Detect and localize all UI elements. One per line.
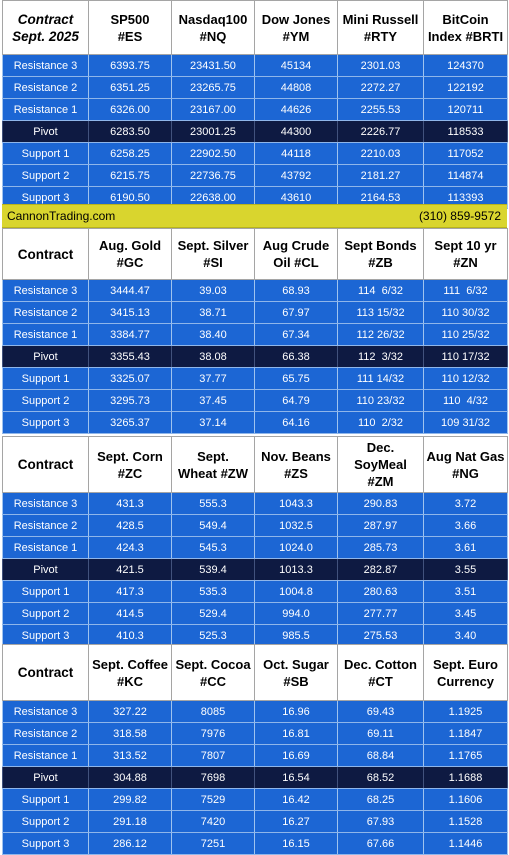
level-label: Support 3 bbox=[3, 412, 89, 434]
level-label: Support 1 bbox=[3, 368, 89, 390]
level-value: 16.15 bbox=[255, 833, 338, 855]
level-value: 69.11 bbox=[338, 723, 424, 745]
column-header-symbol: #YM bbox=[282, 28, 310, 44]
column-header-name: Sept Bonds bbox=[344, 238, 417, 253]
level-value: 7698 bbox=[172, 767, 255, 789]
level-value: 1013.3 bbox=[255, 559, 338, 581]
level-value: 414.5 bbox=[89, 603, 172, 625]
column-header bbox=[172, 229, 255, 280]
site-banner bbox=[2, 204, 507, 228]
column-header bbox=[89, 645, 172, 701]
column-header bbox=[255, 1, 338, 55]
level-label: Resistance 1 bbox=[3, 745, 89, 767]
level-value: 110 4/32 bbox=[424, 390, 508, 412]
level-label: Support 2 bbox=[3, 390, 89, 412]
level-value: 529.4 bbox=[172, 603, 255, 625]
level-value: 44626 bbox=[255, 99, 338, 121]
column-header-symbol: #CT bbox=[368, 673, 393, 689]
level-value: 7807 bbox=[172, 745, 255, 767]
level-value: 69.43 bbox=[338, 701, 424, 723]
column-header bbox=[172, 1, 255, 55]
level-value: 3295.73 bbox=[89, 390, 172, 412]
level-value: 111 6/32 bbox=[424, 280, 508, 302]
level-value: 44300 bbox=[255, 121, 338, 143]
contract-header-line1: Contract bbox=[17, 246, 74, 262]
level-value: 555.3 bbox=[172, 493, 255, 515]
column-header bbox=[338, 437, 424, 493]
level-label: Pivot bbox=[3, 767, 89, 789]
level-value: 6283.50 bbox=[89, 121, 172, 143]
contract-table-1 bbox=[0, 0, 508, 209]
level-label: Resistance 3 bbox=[3, 55, 89, 77]
column-header bbox=[172, 437, 255, 493]
level-label: Support 2 bbox=[3, 165, 89, 187]
level-value: 64.16 bbox=[255, 412, 338, 434]
level-value: 1004.8 bbox=[255, 581, 338, 603]
level-label: Resistance 1 bbox=[3, 99, 89, 121]
level-value: 2272.27 bbox=[338, 77, 424, 99]
level-label: Resistance 2 bbox=[3, 515, 89, 537]
column-header bbox=[338, 229, 424, 280]
level-value: 110 12/32 bbox=[424, 368, 508, 390]
level-value: 1.1925 bbox=[424, 701, 508, 723]
column-header-name: Sept. Coffee bbox=[92, 656, 168, 672]
level-value: 117052 bbox=[424, 143, 508, 165]
level-value: 113393 bbox=[424, 187, 508, 209]
level-value: 2210.03 bbox=[338, 143, 424, 165]
level-value: 7529 bbox=[172, 789, 255, 811]
level-value: 6351.25 bbox=[89, 77, 172, 99]
level-value: 304.88 bbox=[89, 767, 172, 789]
level-label: Support 2 bbox=[3, 603, 89, 625]
column-header-symbol: #KC bbox=[116, 673, 143, 689]
level-value: 431.3 bbox=[89, 493, 172, 515]
level-value: 1.1688 bbox=[424, 767, 508, 789]
level-value: 1.1765 bbox=[424, 745, 508, 767]
level-label: Support 3 bbox=[3, 833, 89, 855]
level-value: 2181.27 bbox=[338, 165, 424, 187]
level-value: 7420 bbox=[172, 811, 255, 833]
level-row bbox=[3, 99, 508, 121]
level-label: Support 1 bbox=[3, 143, 89, 165]
level-value: 66.38 bbox=[255, 346, 338, 368]
level-value: 2164.53 bbox=[338, 187, 424, 209]
column-header-symbol: #RTY bbox=[363, 28, 398, 44]
level-label: Pivot bbox=[3, 559, 89, 581]
level-row bbox=[3, 165, 508, 187]
column-header-name: BitCoin bbox=[442, 11, 489, 27]
level-value: 280.63 bbox=[338, 581, 424, 603]
level-label: Support 1 bbox=[3, 581, 89, 603]
level-value: 16.27 bbox=[255, 811, 338, 833]
level-value: 3.61 bbox=[424, 537, 508, 559]
level-value: 299.82 bbox=[89, 789, 172, 811]
level-value: 67.97 bbox=[255, 302, 338, 324]
level-value: 286.12 bbox=[89, 833, 172, 855]
level-value: 3.66 bbox=[424, 515, 508, 537]
level-value: 38.71 bbox=[172, 302, 255, 324]
level-row bbox=[3, 390, 508, 412]
column-header-name: Dec. bbox=[366, 440, 395, 455]
column-header-name: Mini Russell bbox=[342, 11, 419, 27]
level-row bbox=[3, 603, 508, 625]
column-header bbox=[172, 645, 255, 701]
column-header-symbol: Wheat #ZW bbox=[177, 465, 249, 481]
level-value: 275.53 bbox=[338, 625, 424, 647]
level-value: 16.69 bbox=[255, 745, 338, 767]
level-value: 285.73 bbox=[338, 537, 424, 559]
level-value: 114874 bbox=[424, 165, 508, 187]
level-row bbox=[3, 143, 508, 165]
level-value: 410.3 bbox=[89, 625, 172, 647]
column-header-symbol: Index #BRTI bbox=[427, 28, 504, 44]
level-label: Support 3 bbox=[3, 625, 89, 647]
level-value: 1.1606 bbox=[424, 789, 508, 811]
level-value: 67.66 bbox=[338, 833, 424, 855]
level-label: Pivot bbox=[3, 121, 89, 143]
column-header-symbol: #GC bbox=[116, 255, 144, 270]
level-value: 43792 bbox=[255, 165, 338, 187]
level-value: 23167.00 bbox=[172, 99, 255, 121]
column-header-name: Sept. Corn bbox=[97, 448, 163, 464]
contract-header-line1: Contract bbox=[17, 457, 74, 472]
column-header-name: Sept. Cocoa bbox=[175, 656, 251, 672]
level-value: 23001.25 bbox=[172, 121, 255, 143]
level-value: 2301.03 bbox=[338, 55, 424, 77]
level-value: 23265.75 bbox=[172, 77, 255, 99]
level-value: 16.42 bbox=[255, 789, 338, 811]
level-value: 1.1528 bbox=[424, 811, 508, 833]
level-value: 2226.77 bbox=[338, 121, 424, 143]
level-value: 113 15/32 bbox=[338, 302, 424, 324]
level-row bbox=[3, 581, 508, 603]
level-value: 3265.37 bbox=[89, 412, 172, 434]
level-value: 38.08 bbox=[172, 346, 255, 368]
level-value: 122192 bbox=[424, 77, 508, 99]
level-label: Pivot bbox=[3, 346, 89, 368]
level-row bbox=[3, 121, 508, 143]
column-header-symbol: Oil #CL bbox=[273, 255, 319, 270]
contract-header bbox=[3, 1, 89, 55]
level-value: 424.3 bbox=[89, 537, 172, 559]
level-value: 45134 bbox=[255, 55, 338, 77]
level-row bbox=[3, 346, 508, 368]
level-value: 6393.75 bbox=[89, 55, 172, 77]
level-value: 6190.50 bbox=[89, 187, 172, 209]
column-header bbox=[424, 645, 508, 701]
level-value: 16.81 bbox=[255, 723, 338, 745]
level-label: Resistance 2 bbox=[3, 302, 89, 324]
level-value: 44808 bbox=[255, 77, 338, 99]
column-header-name: Aug Nat Gas bbox=[426, 448, 505, 464]
level-row bbox=[3, 745, 508, 767]
contract-header bbox=[3, 229, 89, 280]
level-label: Support 2 bbox=[3, 811, 89, 833]
level-value: 421.5 bbox=[89, 559, 172, 581]
level-value: 114 6/32 bbox=[338, 280, 424, 302]
level-value: 313.52 bbox=[89, 745, 172, 767]
level-value: 110 17/32 bbox=[424, 346, 508, 368]
level-value: 3.45 bbox=[424, 603, 508, 625]
column-header-symbol: #ZC bbox=[117, 465, 143, 481]
contract-header-line1: Contract bbox=[17, 665, 74, 680]
level-value: 3.55 bbox=[424, 559, 508, 581]
level-value: 3444.47 bbox=[89, 280, 172, 302]
column-header bbox=[255, 229, 338, 280]
column-header bbox=[338, 645, 424, 701]
level-value: 67.93 bbox=[338, 811, 424, 833]
contract-header bbox=[3, 645, 89, 701]
level-label: Resistance 1 bbox=[3, 324, 89, 346]
column-header-symbol: #NG bbox=[452, 465, 479, 481]
level-label: Resistance 1 bbox=[3, 537, 89, 559]
level-value: 68.25 bbox=[338, 789, 424, 811]
column-header-symbol-2: #ZM bbox=[367, 474, 394, 489]
level-value: 37.45 bbox=[172, 390, 255, 412]
site-name: CannonTrading.com bbox=[7, 209, 116, 223]
header-row bbox=[3, 437, 508, 493]
column-header-name: Nasdaq100 bbox=[178, 11, 248, 27]
column-header bbox=[255, 437, 338, 493]
level-label: Resistance 3 bbox=[3, 701, 89, 723]
level-value: 22638.00 bbox=[172, 187, 255, 209]
level-value: 3415.13 bbox=[89, 302, 172, 324]
contract-header-line2: Sept. 2025 bbox=[12, 28, 79, 44]
level-value: 22736.75 bbox=[172, 165, 255, 187]
level-label: Resistance 3 bbox=[3, 280, 89, 302]
level-value: 39.03 bbox=[172, 280, 255, 302]
column-header-symbol: #CC bbox=[199, 673, 226, 689]
level-row bbox=[3, 280, 508, 302]
level-value: 109 31/32 bbox=[424, 412, 508, 434]
level-row bbox=[3, 412, 508, 434]
column-header-name: Oct. Sugar bbox=[263, 656, 329, 672]
level-row bbox=[3, 55, 508, 77]
contract-table-3 bbox=[0, 436, 508, 647]
column-header-symbol: #SI bbox=[203, 255, 223, 270]
level-row bbox=[3, 811, 508, 833]
column-header-symbol: #ZB bbox=[368, 255, 393, 270]
level-value: 110 23/32 bbox=[338, 390, 424, 412]
level-value: 124370 bbox=[424, 55, 508, 77]
level-value: 68.52 bbox=[338, 767, 424, 789]
column-header-name: Sept. Euro bbox=[432, 656, 498, 672]
level-value: 287.97 bbox=[338, 515, 424, 537]
level-value: 549.4 bbox=[172, 515, 255, 537]
column-header bbox=[89, 229, 172, 280]
column-header bbox=[424, 437, 508, 493]
level-value: 277.77 bbox=[338, 603, 424, 625]
column-header-symbol: Currency bbox=[436, 673, 495, 689]
level-value: 37.14 bbox=[172, 412, 255, 434]
column-header-name: Aug. Gold bbox=[98, 238, 162, 253]
level-row bbox=[3, 767, 508, 789]
level-value: 68.93 bbox=[255, 280, 338, 302]
level-label: Resistance 2 bbox=[3, 723, 89, 745]
level-value: 6258.25 bbox=[89, 143, 172, 165]
pivot-table bbox=[2, 0, 508, 209]
level-value: 23431.50 bbox=[172, 55, 255, 77]
level-row bbox=[3, 324, 508, 346]
contract-table-4 bbox=[0, 644, 508, 855]
column-header bbox=[89, 1, 172, 55]
level-row bbox=[3, 701, 508, 723]
column-header-name: Dec. Cotton bbox=[344, 656, 417, 672]
level-label: Support 1 bbox=[3, 789, 89, 811]
column-header-name: SP500 bbox=[110, 11, 150, 27]
column-header-symbol: #ZN bbox=[453, 255, 478, 270]
level-label: Resistance 2 bbox=[3, 77, 89, 99]
level-value: 112 26/32 bbox=[338, 324, 424, 346]
level-row bbox=[3, 368, 508, 390]
level-label: Support 3 bbox=[3, 187, 89, 209]
level-value: 1.1847 bbox=[424, 723, 508, 745]
level-value: 2255.53 bbox=[338, 99, 424, 121]
column-header bbox=[424, 1, 508, 55]
level-value: 1043.3 bbox=[255, 493, 338, 515]
level-value: 111 14/32 bbox=[338, 368, 424, 390]
column-header-name: Sept 10 yr bbox=[434, 238, 497, 253]
level-value: 22902.50 bbox=[172, 143, 255, 165]
level-value: 282.87 bbox=[338, 559, 424, 581]
level-value: 417.3 bbox=[89, 581, 172, 603]
level-value: 120711 bbox=[424, 99, 508, 121]
header-row bbox=[3, 645, 508, 701]
header-row bbox=[3, 229, 508, 280]
pivot-table bbox=[2, 436, 508, 647]
column-header-name: Sept. Silver bbox=[177, 238, 249, 253]
column-header-symbol: #NQ bbox=[199, 28, 227, 44]
level-value: 118533 bbox=[424, 121, 508, 143]
phone-number: (310) 859-9572 bbox=[418, 209, 501, 223]
pivot-table bbox=[2, 644, 508, 855]
level-value: 428.5 bbox=[89, 515, 172, 537]
level-row bbox=[3, 515, 508, 537]
column-header bbox=[338, 1, 424, 55]
level-value: 1032.5 bbox=[255, 515, 338, 537]
level-value: 7976 bbox=[172, 723, 255, 745]
column-header-name: Dow Jones bbox=[261, 11, 331, 27]
level-value: 112 3/32 bbox=[338, 346, 424, 368]
column-header bbox=[424, 229, 508, 280]
level-value: 8085 bbox=[172, 701, 255, 723]
level-row bbox=[3, 559, 508, 581]
level-value: 545.3 bbox=[172, 537, 255, 559]
level-value: 16.54 bbox=[255, 767, 338, 789]
level-value: 43610 bbox=[255, 187, 338, 209]
column-header-name: Aug Crude bbox=[262, 238, 330, 253]
level-row bbox=[3, 789, 508, 811]
level-value: 985.5 bbox=[255, 625, 338, 647]
column-header-symbol: SoyMeal bbox=[354, 457, 407, 472]
level-row bbox=[3, 723, 508, 745]
level-value: 535.3 bbox=[172, 581, 255, 603]
level-value: 16.96 bbox=[255, 701, 338, 723]
level-value: 38.40 bbox=[172, 324, 255, 346]
contract-header bbox=[3, 437, 89, 493]
column-header-symbol: #ES bbox=[117, 28, 143, 44]
level-value: 525.3 bbox=[172, 625, 255, 647]
column-header bbox=[89, 437, 172, 493]
pivot-table bbox=[2, 228, 508, 434]
level-value: 110 2/32 bbox=[338, 412, 424, 434]
level-value: 64.79 bbox=[255, 390, 338, 412]
level-value: 3.72 bbox=[424, 493, 508, 515]
level-value: 110 30/32 bbox=[424, 302, 508, 324]
level-value: 994.0 bbox=[255, 603, 338, 625]
level-value: 110 25/32 bbox=[424, 324, 508, 346]
level-row bbox=[3, 493, 508, 515]
level-row bbox=[3, 537, 508, 559]
level-value: 290.83 bbox=[338, 493, 424, 515]
level-value: 3.51 bbox=[424, 581, 508, 603]
level-value: 318.58 bbox=[89, 723, 172, 745]
level-row bbox=[3, 302, 508, 324]
level-value: 68.84 bbox=[338, 745, 424, 767]
level-value: 6215.75 bbox=[89, 165, 172, 187]
contract-header-line1: Contract bbox=[17, 11, 74, 27]
level-value: 67.34 bbox=[255, 324, 338, 346]
column-header-symbol: #SB bbox=[283, 673, 309, 689]
level-value: 3325.07 bbox=[89, 368, 172, 390]
level-value: 6326.00 bbox=[89, 99, 172, 121]
level-row bbox=[3, 77, 508, 99]
level-value: 291.18 bbox=[89, 811, 172, 833]
column-header-symbol: #ZS bbox=[284, 465, 308, 481]
level-value: 37.77 bbox=[172, 368, 255, 390]
contract-table-2 bbox=[0, 228, 508, 434]
level-label: Resistance 3 bbox=[3, 493, 89, 515]
level-value: 539.4 bbox=[172, 559, 255, 581]
level-value: 1.1446 bbox=[424, 833, 508, 855]
level-value: 3355.43 bbox=[89, 346, 172, 368]
level-value: 65.75 bbox=[255, 368, 338, 390]
column-header-name: Nov. Beans bbox=[261, 448, 331, 464]
level-value: 44118 bbox=[255, 143, 338, 165]
header-row bbox=[3, 1, 508, 55]
level-row bbox=[3, 833, 508, 855]
level-value: 3.40 bbox=[424, 625, 508, 647]
level-value: 7251 bbox=[172, 833, 255, 855]
level-value: 3384.77 bbox=[89, 324, 172, 346]
level-value: 327.22 bbox=[89, 701, 172, 723]
column-header bbox=[255, 645, 338, 701]
level-value: 1024.0 bbox=[255, 537, 338, 559]
column-header-name: Sept. bbox=[197, 448, 229, 464]
